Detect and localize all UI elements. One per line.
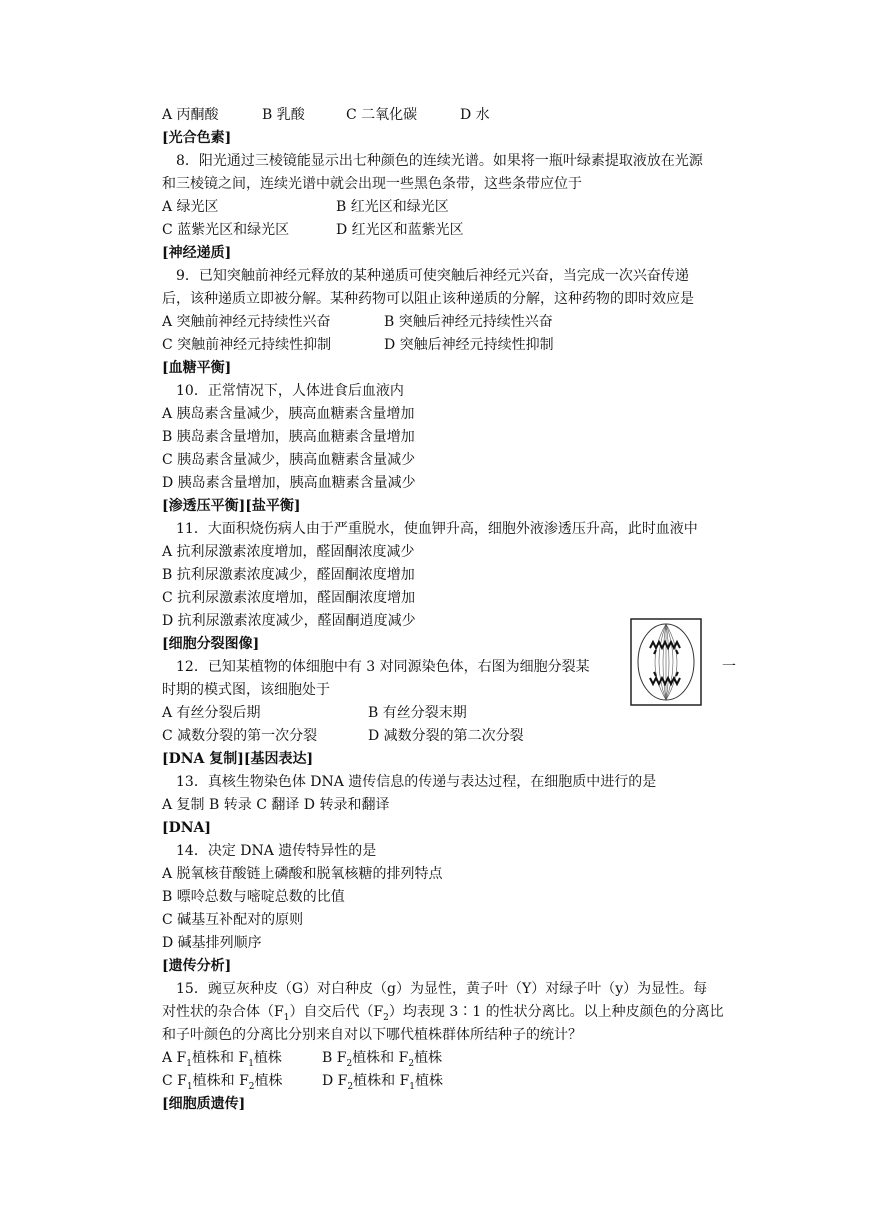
q15-option-b [322,1047,442,1069]
q15-option-c-sub1: 1 [186,1081,193,1092]
section-heading-neurotransmitter: [神经递质] [162,245,232,261]
q14-option-b: B 嘌呤总数与嘧啶总数的比值 [162,889,345,905]
q15-option-d-post: 植株 [415,1073,444,1089]
q15-line2-part1: 对性状的杂合体（F [162,1004,284,1020]
q7-option-a: A 丙酮酸 [162,107,219,123]
section-heading-genetic-analysis: [遗传分析] [162,958,232,974]
q7-option-c: C 二氧化碳 [346,107,418,123]
q15-option-a-sub2: 1 [248,1058,254,1069]
q13-stem: 13．真核生物染色体 DNA 遗传信息的传递与表达过程，在细胞质中进行的是 [176,774,657,790]
q12-option-b: B 有丝分裂末期 [368,705,467,721]
q12-option-c: C 减数分裂的第一次分裂 [162,728,318,744]
q15-option-d-sub1: 2 [347,1081,354,1092]
q9-stem-line2: 后，该种递质立即被分解。某种药物可以阻止该种递质的分解，这种药物的即时效应是 [162,291,694,307]
q12-stem-line1-tail: 一 [722,659,736,675]
q15-option-d-mid: 植株和 F [353,1073,410,1089]
q12-option-d: D 减数分裂的第二次分裂 [368,728,524,744]
section-heading-dna: [DNA] [162,820,212,836]
q15-option-b-sub2: 2 [408,1058,415,1069]
q14-option-c: C 碱基互补配对的原则 [162,912,304,928]
q12-option-a: A 有丝分裂后期 [162,705,261,721]
cell-division-figure [630,618,702,706]
q8-stem-line2: 和三棱镜之间，连续光谱中就会出现一些黑色条带，这些条带应位于 [162,176,582,192]
q15-option-a-sub1: 1 [186,1058,193,1069]
q15-option-c-pre: C F [162,1073,187,1089]
q13-options: A 复制 B 转录 C 翻译 D 转录和翻译 [162,797,390,813]
q10-option-b: B 胰岛素含量增加，胰高血糖素含量增加 [162,429,415,445]
q15-option-b-sub1: 2 [346,1058,353,1069]
q15-option-d-sub2: 1 [409,1081,416,1092]
section-heading-photosynthetic-pigment: [光合色素] [162,130,232,146]
q15-stem-line1: 15．豌豆灰种皮（G）对白种皮（g）为显性，黄子叶（Y）对绿子叶（y）为显性。每 [176,981,708,997]
q9-option-a: A 突触前神经元持续性兴奋 [162,314,331,330]
q15-stem-line2 [162,1001,724,1023]
q15-option-a [162,1047,282,1069]
spindle-diagram [630,618,702,706]
q15-option-c-post: 植株 [254,1073,283,1089]
q11-option-c: C 抗利尿激素浓度增加，醛固酮浓度增加 [162,590,416,606]
q15-stem-line3: 和子叶颜色的分离比分别来自对以下哪代植株群体所结种子的统计？ [162,1027,582,1043]
q15-option-d [322,1070,443,1092]
q8-option-d: D 红光区和蓝紫光区 [336,222,464,238]
section-heading-blood-glucose: [血糖平衡] [162,360,232,376]
q12-stem-line2: 时期的模式图，该细胞处于 [162,682,330,698]
q11-option-b: B 抗利尿激素浓度减少，醛固酮浓度增加 [162,567,415,583]
q7-option-d: D 水 [460,107,490,123]
section-heading-osmotic-balance: [渗透压平衡][盐平衡] [162,498,301,514]
q10-option-c: C 胰岛素含量减少，胰高血糖素含量减少 [162,452,416,468]
q9-option-b: B 突触后神经元持续性兴奋 [384,314,553,330]
q15-option-a-post: 植株 [253,1050,282,1066]
q15-option-c-mid: 植株和 F [192,1073,249,1089]
q14-stem: 14．决定 DNA 遗传特异性的是 [176,843,377,859]
q11-option-d: D 抗利尿激素浓度减少，醛固酮逍度减少 [162,613,416,629]
q15-option-c-sub2: 2 [248,1081,255,1092]
section-heading-cell-division-image: [细胞分裂图像] [162,636,260,652]
q15-line2-part2: ）自交后代（F [289,1004,384,1020]
q15-option-a-pre: A F [162,1050,187,1066]
q15-line2-part3: ）均表现 3∶1 的性状分离比。以上种皮颜色的分离比 [388,1004,724,1020]
q9-stem-line1: 9．已知突触前神经元释放的某种递质可使突触后神经元兴奋，当完成一次兴奋传递 [176,268,689,284]
q10-option-a: A 胰岛素含量减少，胰高血糖素含量增加 [162,406,415,422]
q12-stem-line1: 12．已知某植物的体细胞中有 3 对同源染色体，右图为细胞分裂某 [176,659,590,675]
q8-option-b: B 红光区和绿光区 [336,199,449,215]
q15-line2-sub2: 2 [383,1012,389,1023]
q8-stem-line1: 8．阳光通过三棱镜能显示出七种颜色的连续光谱。如果将一瓶叶绿素提取液放在光源 [176,153,703,169]
q8-option-a: A 绿光区 [162,199,219,215]
q14-option-d: D 碱基排列顺序 [162,935,262,951]
q15-option-a-mid: 植株和 F [192,1050,249,1066]
q8-option-c: C 蓝紫光区和绿光区 [162,222,290,238]
q15-option-d-pre: D F [322,1073,348,1089]
q15-option-b-post: 植株 [414,1050,443,1066]
q11-stem: 11．大面积烧伤病人由于严重脱水，使血钾升高，细胞外液渗透压升高，此时血液中 [176,521,698,537]
q14-option-a: A 脱氧核苷酸链上磷酸和脱氧核糖的排列特点 [162,866,443,882]
q10-stem: 10．正常情况下，人体进食后血液内 [176,383,404,399]
q11-option-a: A 抗利尿激素浓度增加，醛固酮浓度减少 [162,544,415,560]
q10-option-d: D 胰岛素含量增加，胰高血糖素含量减少 [162,475,416,491]
q15-option-c [162,1070,283,1092]
q7-option-b: B 乳酸 [262,107,305,123]
section-heading-cytoplasmic-inheritance: [细胞质遗传] [162,1096,246,1112]
q15-option-b-pre: B F [322,1050,347,1066]
q15-option-b-mid: 植株和 F [352,1050,409,1066]
q15-line2-sub1: 1 [283,1012,290,1023]
q9-option-c: C 突触前神经元持续性抑制 [162,337,332,353]
section-heading-dna-replication: [DNA 复制][基因表达] [162,751,314,767]
q9-option-d: D 突触后神经元持续性抑制 [384,337,554,353]
